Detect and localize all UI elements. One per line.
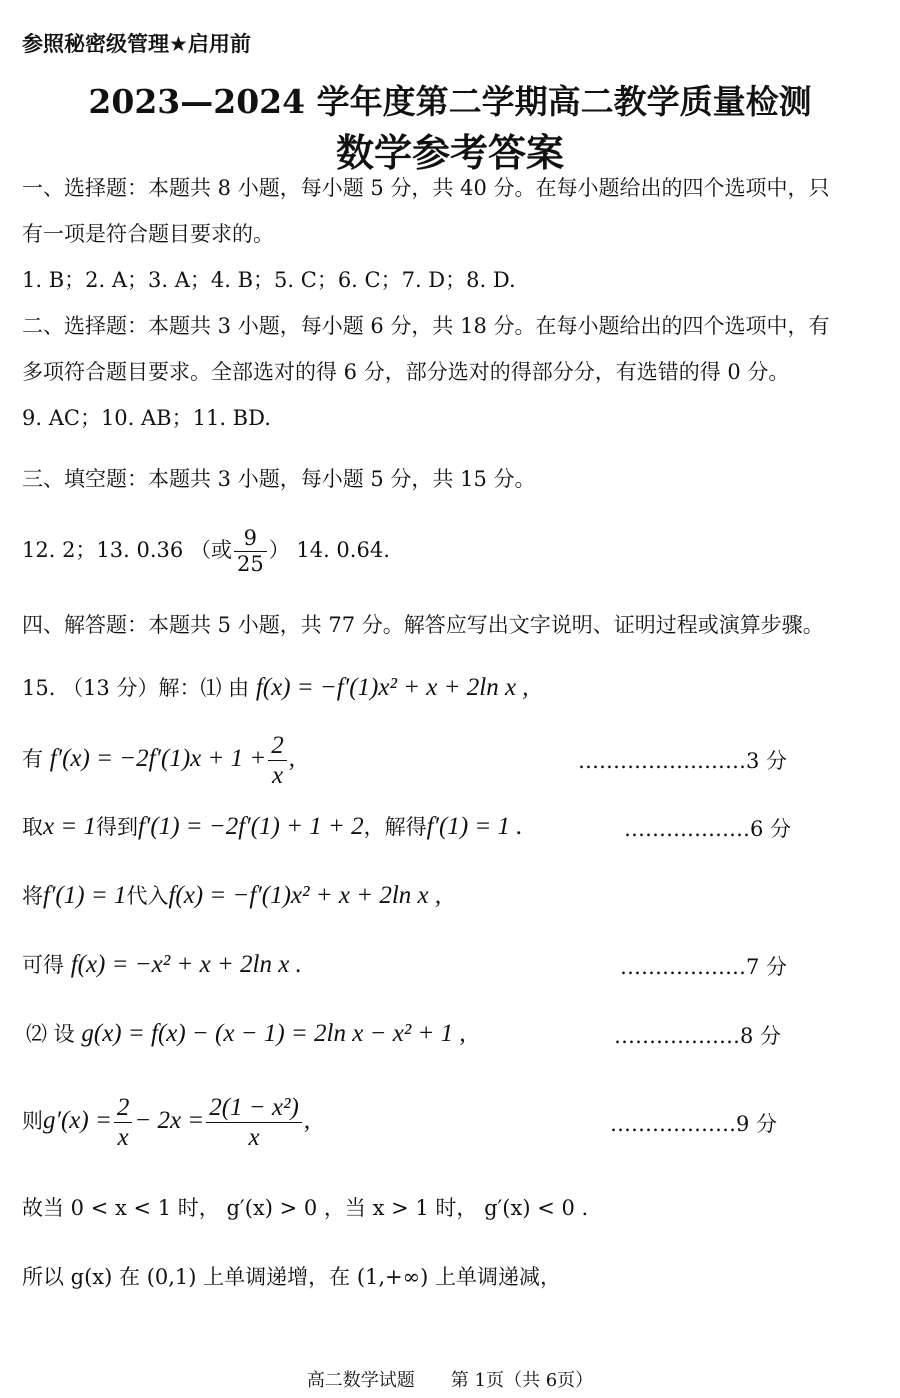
fraction-denominator: 25 bbox=[236, 552, 264, 576]
fraction-numerator: 2 bbox=[114, 1095, 133, 1123]
fraction-g-prime bbox=[206, 1095, 302, 1150]
section1-heading-line1: 一、选择题：本题共 8 小题，每小题 5 分，共 40 分。在每小题给出的四个选项中，只 bbox=[22, 176, 830, 200]
text-dedao: 得到 bbox=[95, 815, 138, 839]
equation-minus-2x: − 2x = bbox=[134, 1107, 205, 1134]
section2-heading-line2: 多项符合题目要求。全部选对的得 6 分，部分选对的得部分分，有选错的得 0 分。 bbox=[22, 360, 790, 384]
fraction-numerator: 2 bbox=[268, 733, 287, 761]
score-6: ………………6 分 bbox=[624, 817, 792, 841]
section2-heading-line1: 二、选择题：本题共 3 小题，每小题 6 分，共 18 分。在每小题给出的四个选项中，有 bbox=[22, 314, 830, 338]
q15-line6 bbox=[26, 1018, 466, 1048]
q15-line7 bbox=[22, 1095, 310, 1150]
answer-14: ） 14. 0.64. bbox=[268, 538, 390, 562]
equation-g: g(x) = f(x) − (x − 1) = 2ln x − x² + 1 , bbox=[81, 1020, 466, 1047]
text-jiede: ，解得 bbox=[363, 815, 427, 839]
fraction-denominator: x bbox=[248, 1124, 260, 1151]
fraction-numerator: 9 bbox=[234, 528, 267, 552]
equation-f: f(x) = −f′(1)x² + x + 2ln x , bbox=[255, 674, 529, 701]
section3-heading: 三、填空题：本题共 3 小题，每小题 5 分，共 15 分。 bbox=[22, 467, 536, 491]
page-subtitle: 数学参考答案 bbox=[335, 131, 564, 175]
equation-f-substituted: f(x) = −f′(1)x² + x + 2ln x , bbox=[168, 882, 442, 909]
answer-12-13: 12. 2；13. 0.36 （或 bbox=[22, 538, 232, 562]
text-ze: 则 bbox=[22, 1109, 43, 1133]
section4-heading: 四、解答题：本题共 5 小题，共 77 分。解答应写出文字说明、证明过程或演算步骤。 bbox=[22, 613, 824, 637]
equation-g-prime: g′(x) = bbox=[43, 1107, 112, 1134]
text-kede: 可得 bbox=[22, 953, 64, 977]
q15-line1 bbox=[22, 672, 529, 702]
part2-intro: ⑵ 设 bbox=[26, 1022, 75, 1046]
score-3: ……………………3 分 bbox=[578, 749, 788, 773]
text-you: 有 bbox=[22, 747, 43, 771]
q15-line5 bbox=[22, 949, 302, 979]
text-qu: 取 bbox=[22, 815, 43, 839]
equation-f-final: f(x) = −x² + x + 2ln x . bbox=[70, 951, 302, 978]
q15-line2 bbox=[22, 733, 295, 788]
fraction-numerator: 2(1 − x²) bbox=[206, 1095, 302, 1123]
score-7: ………………7 分 bbox=[620, 955, 788, 979]
equation-x-equals-1: x = 1 bbox=[43, 813, 96, 840]
page-title: 2023—2024 学年度第二学期高二教学质量检测 bbox=[88, 82, 812, 121]
text-dairu: 代入 bbox=[126, 884, 169, 908]
equation-result: f′(1) = 1 . bbox=[426, 813, 523, 840]
page-footer: 高二数学试题 第 1页（共 6页） bbox=[306, 1370, 594, 1391]
equation-f-prime-1: f′(1) = −2f′(1) + 1 + 2 bbox=[137, 813, 364, 840]
q15-line9: 所以 g(x) 在 (0,1) 上单调递增，在 (1,+∞) 上单调递减， bbox=[22, 1265, 562, 1289]
section1-heading-line2: 有一项是符合题目要求的。 bbox=[22, 222, 274, 246]
comma: , bbox=[288, 745, 295, 772]
text-jiang: 将 bbox=[22, 884, 43, 908]
q15-line3 bbox=[22, 811, 523, 841]
fraction-2-over-x bbox=[268, 733, 287, 788]
equation-f-prime-1-equals-1: f′(1) = 1 bbox=[43, 882, 127, 909]
section3-answers bbox=[22, 528, 390, 575]
score-9: ………………9 分 bbox=[610, 1112, 778, 1136]
q15-line4 bbox=[22, 880, 441, 910]
fraction-9-25 bbox=[234, 528, 267, 575]
section2-answers: 9. AC；10. AB；11. BD. bbox=[22, 406, 271, 430]
comma: , bbox=[303, 1107, 311, 1134]
fraction-2-over-x bbox=[114, 1095, 133, 1150]
q15-line8: 故当 0 < x < 1 时， g′(x) > 0 ，当 x > 1 时， g′(x) < 0 . bbox=[22, 1196, 589, 1220]
fraction-denominator: x bbox=[117, 1124, 129, 1151]
equation-f-prime: f′(x) = −2f′(1)x + 1 + bbox=[49, 745, 267, 772]
fraction-denominator: x bbox=[271, 762, 284, 789]
q15-intro: 15. （13 分）解：⑴ 由 bbox=[22, 676, 250, 700]
score-8: ………………8 分 bbox=[614, 1024, 782, 1048]
confidentiality-label: 参照秘密级管理★启用前 bbox=[22, 32, 251, 56]
section1-answers: 1. B；2. A；3. A；4. B；5. C；6. C；7. D；8. D. bbox=[22, 268, 516, 292]
